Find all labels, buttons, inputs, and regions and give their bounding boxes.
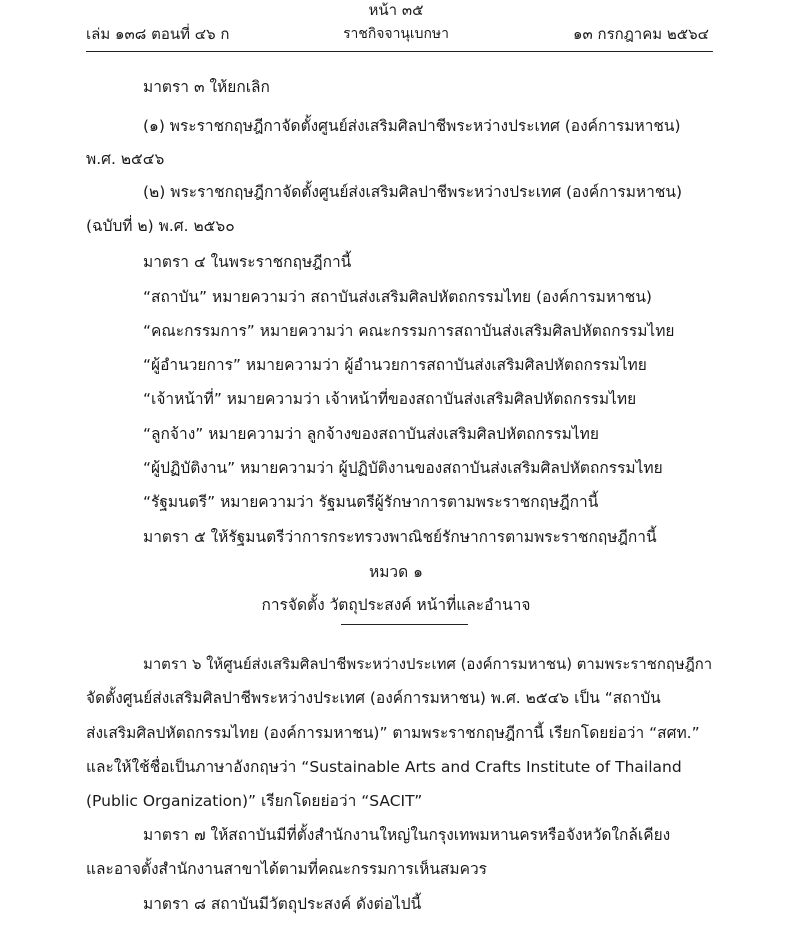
section-6-line-2: จัดตั้งศูนย์ส่งเสริมศิลปาชีพระหว่างประเทศ (องค์การมหาชน) พ.ศ. ๒๕๔๖ เป็น “สถาบัน [86,689,661,707]
section-7-line-1: มาตรา ๗ ให้สถาบันมีที่ตั้งสำนักงานใหญ่ในกรุงเทพมหานครหรือจังหวัดใกล้เคียง [143,826,671,844]
definition-worker: “ผู้ปฏิบัติงาน” หมายความว่า ผู้ปฏิบัติงานของสถาบันส่งเสริมศิลปหัตถกรรมไทย [143,459,663,477]
section-5: มาตรา ๕ ให้รัฐมนตรีว่าการกระทรวงพาณิชย์รักษาการตามพระราชกฤษฎีกานี้ [143,528,657,546]
section-3-item-1: (๑) พระราชกฤษฎีกาจัดตั้งศูนย์ส่งเสริมศิลปาชีพระหว่างประเทศ (องค์การมหาชน) [143,117,681,135]
volume-issue: เล่ม ๑๓๘ ตอนที่ ๔๖ ก [86,25,230,43]
section-6-line-1: มาตรา ๖ ให้ศูนย์ส่งเสริมศิลปาชีพระหว่างประเทศ (องค์การมหาชน) ตามพระราชกฤษฎีกา [143,655,713,673]
section-3-item-2-cont: (ฉบับที่ ๒) พ.ศ. ๒๕๖๐ [86,217,235,235]
section-3-item-1-cont: พ.ศ. ๒๕๔๖ [86,150,165,168]
chapter-divider [341,624,468,625]
section-7-line-2: และอาจตั้งสำนักงานสาขาได้ตามที่คณะกรรมการเห็นสมควร [86,860,488,878]
page-number: หน้า ๓๕ [368,1,424,19]
section-3-heading: มาตรา ๓ ให้ยกเลิก [143,78,270,96]
chapter-title: หมวด ๑ [369,563,423,581]
definition-employee: “ลูกจ้าง” หมายความว่า ลูกจ้างของสถาบันส่งเสริมศิลปหัตถกรรมไทย [143,425,599,443]
definition-officer: “เจ้าหน้าที่” หมายความว่า เจ้าหน้าที่ของสถาบันส่งเสริมศิลปหัตถกรรมไทย [143,390,637,408]
definition-director: “ผู้อำนวยการ” หมายความว่า ผู้อำนวยการสถาบันส่งเสริมศิลปหัตถกรรมไทย [143,356,647,374]
section-6-line-3: ส่งเสริมศิลปหัตถกรรมไทย (องค์การมหาชน)” ตามพระราชกฤษฎีกานี้ เรียกโดยย่อว่า “สศท.” [86,724,700,742]
definition-committee: “คณะกรรมการ” หมายความว่า คณะกรรมการสถาบันส่งเสริมศิลปหัตถกรรมไทย [143,322,675,340]
section-3-item-2: (๒) พระราชกฤษฎีกาจัดตั้งศูนย์ส่งเสริมศิลปาชีพระหว่างประเทศ (องค์การมหาชน) [143,183,683,201]
section-8-heading: มาตรา ๘ สถาบันมีวัตถุประสงค์ ดังต่อไปนี้ [143,895,422,913]
section-4-heading: มาตรา ๔ ในพระราชกฤษฎีกานี้ [143,253,352,271]
header-divider [86,51,713,52]
definition-minister: “รัฐมนตรี” หมายความว่า รัฐมนตรีผู้รักษาการตามพระราชกฤษฎีกานี้ [143,493,599,511]
gazette-date: ๑๓ กรกฎาคม ๒๕๖๔ [572,25,709,43]
gazette-title: ราชกิจจานุเบกษา [343,26,449,42]
definition-institute: “สถาบัน” หมายความว่า สถาบันส่งเสริมศิลปหัตถกรรมไทย (องค์การมหาชน) [143,288,652,306]
section-6-line-5: (Public Organization)” เรียกโดยย่อว่า “SACIT” [86,792,423,810]
section-6-line-4: และให้ใช้ชื่อเป็นภาษาอังกฤษว่า “Sustainable Arts and Crafts Institute of Thailand [86,758,682,776]
chapter-subtitle: การจัดตั้ง วัตถุประสงค์ หน้าที่และอำนาจ [261,596,531,614]
